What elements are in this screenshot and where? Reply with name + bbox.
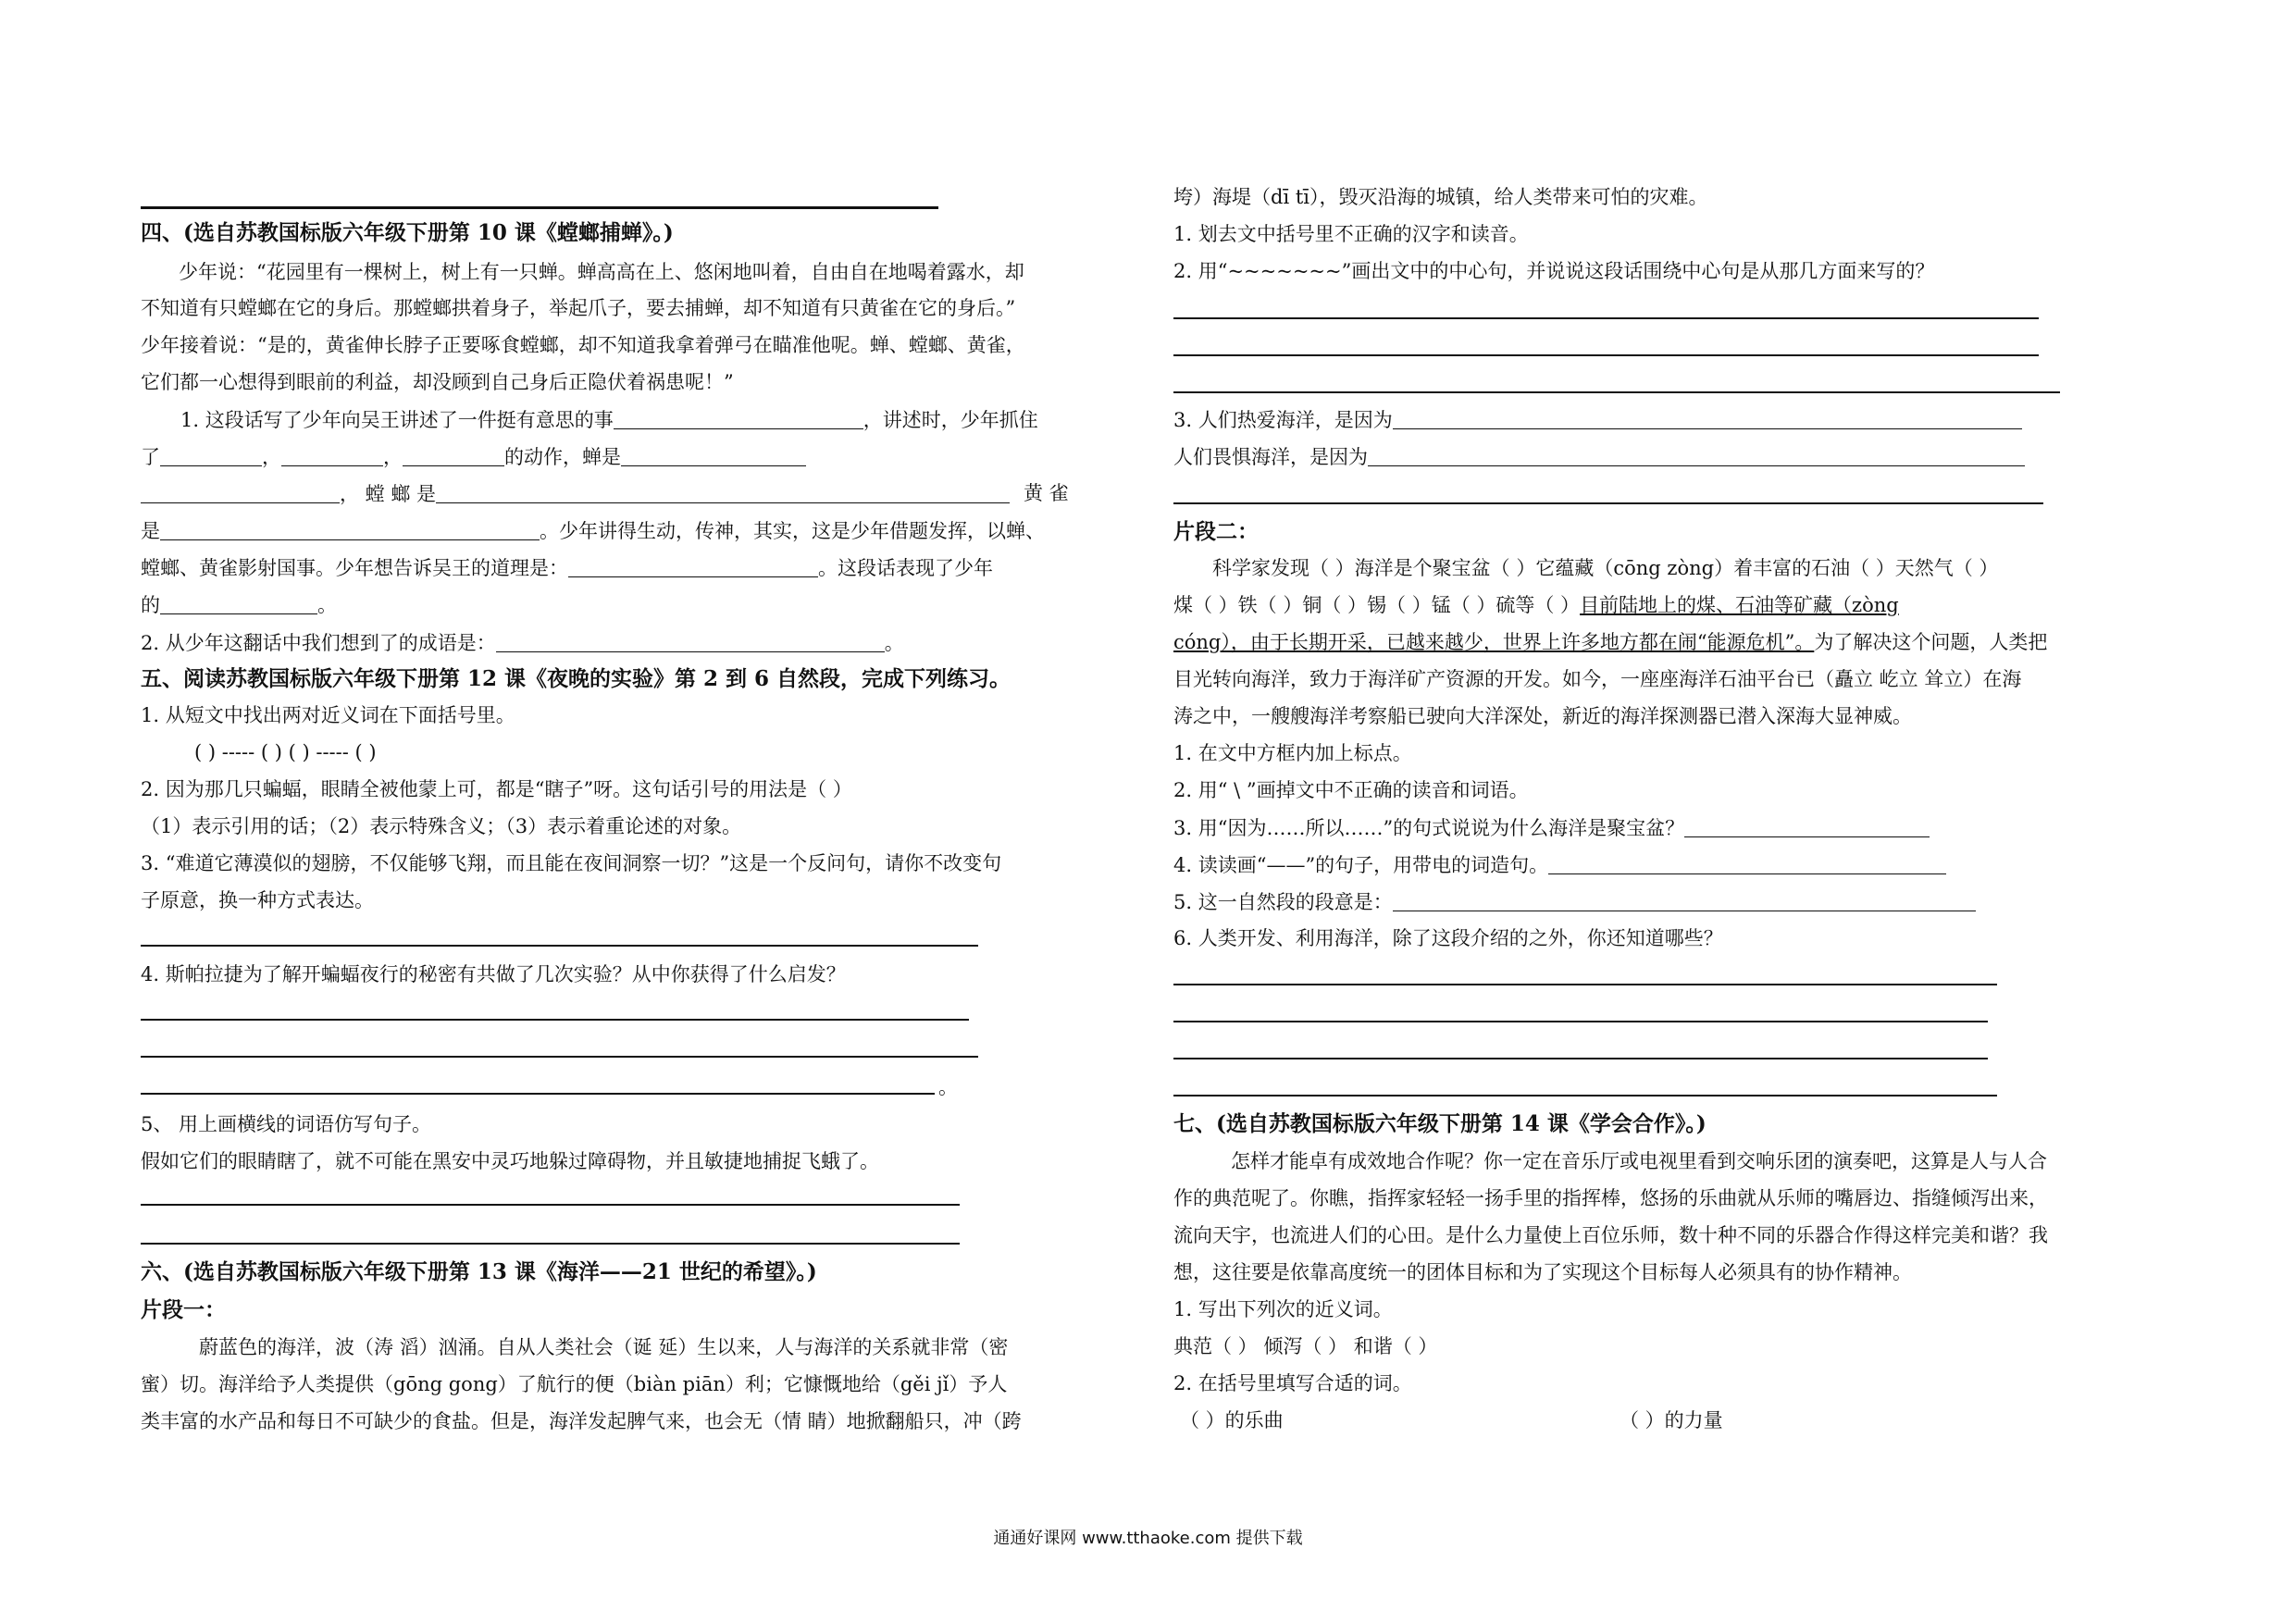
s7-paragraph-line: 怎样才能卓有成效地合作呢？你一定在音乐厅或电视里看到交响乐团的演奏吧，这算是人与人合 [1231, 1150, 2047, 1172]
s4-paragraph-line: 它们都一心想得到眼前的利益，却没顾到自己身后正隐伏着祸患呢！” [141, 371, 734, 393]
answer-line[interactable] [141, 1204, 960, 1206]
s7-paragraph-line: 想，这往要是依靠高度统一的团体目标和为了实现这个目标每人必须具有的协作精神。 [1173, 1261, 1912, 1283]
s6-f2-q4: 4. 读读画“——”的句子，用带电的词造句。 [1173, 855, 1946, 875]
answer-line[interactable] [1173, 391, 2060, 393]
section-5-title: 五、阅读苏教国标版六年级下册第 12 课《夜晚的实验》第 2 到 6 自然段，完成下列练习。 [141, 666, 1011, 691]
answer-line[interactable] [141, 1093, 935, 1095]
answer-blank[interactable] [614, 410, 863, 429]
s6-f2-q3: 3. 用“因为……所以……”的句式说说为什么海洋是聚宝盆？ [1173, 818, 1930, 838]
s6-q3-line1: 3. 人们热爱海洋，是因为 [1173, 410, 2022, 430]
s5-q4-end: 。 [938, 1076, 958, 1098]
answer-blank[interactable] [496, 633, 885, 652]
s4-paragraph-line: 不知道有只螳螂在它的身后。那螳螂拱着身子，举起爪子，要去捕蝉，却不知道有只黄雀在它的身后。” [141, 297, 1016, 319]
s5-q5: 5、 用上画横线的词语仿写句子。 [141, 1113, 432, 1135]
answer-line[interactable] [141, 1056, 978, 1058]
s5-q3-line2: 子原意，换一种方式表达。 [141, 889, 374, 911]
answer-line[interactable] [1173, 354, 2039, 356]
s6-paragraph-line: 类丰富的水产品和每日不可缺少的食盐。但是，海洋发起脾气来，也会无（情 睛）地掀翻船只，冲（跨 [141, 1410, 1022, 1432]
s6-f2-q5: 5. 这一自然段的段意是： [1173, 892, 1976, 912]
s6-q1: 1. 划去文中括号里不正确的汉字和读音。 [1173, 223, 1529, 245]
page-footer: 通通好课网 www.tthaoke.com 提供下载 [993, 1529, 1303, 1548]
s6-paragraph-line: 蜜）切。海洋给予人类提供（gōng gong）了航行的便（biàn piān）利；它慷慨地给（gěi jǐ）予人 [141, 1373, 1008, 1395]
answer-line[interactable] [1173, 1058, 1988, 1059]
s5-q3-line1: 3. “难道它薄漠似的翅膀，不仅能够飞翔，而且能在夜间洞察一切？”这是一个反问句，请你不改变句 [141, 852, 1002, 874]
s4-q1-huangque: 黄 雀 [1024, 482, 1069, 504]
answer-blank[interactable] [160, 595, 317, 614]
section-6-title: 六、(选自苏教国标版六年级下册第 13 课《海洋——21 世纪的希望》。) [141, 1259, 817, 1284]
answer-line[interactable] [1173, 1095, 1997, 1096]
s7-paragraph-line: 作的典范呢了。你瞧，指挥家轻轻一扬手里的指挥棒，悠扬的乐曲就从乐师的嘴唇边、指缝倾泻出来， [1173, 1187, 2048, 1209]
answer-blank[interactable] [1393, 892, 1976, 911]
s6-fragment-2-title: 片段二： [1173, 519, 1259, 544]
s6-paragraph-line: 涛之中，一艘艘海洋考察船已驶向大洋深处，新近的海洋探测器已潜入深海大显神威。 [1173, 705, 1912, 727]
answer-line[interactable] [1173, 502, 2043, 504]
answer-blank[interactable] [1548, 855, 1946, 874]
answer-line[interactable] [141, 945, 978, 947]
s4-paragraph-line: 少年说：“花园里有一棵树上，树上有一只蝉。蝉高高在上、悠闲地叫着，自由自在地喝着露水，却 [179, 261, 1024, 283]
s7-q1-answer-row[interactable]: 典范（ ） 倾泻（ ） 和谐（ ） [1173, 1335, 1438, 1357]
s5-q1: 1. 从短文中找出两对近义词在下面括号里。 [141, 704, 515, 726]
s5-q5-sentence: 假如它们的眼睛瞎了，就不可能在黑安中灵巧地躲过障碍物，并且敏捷地捕捉飞蛾了。 [141, 1150, 879, 1172]
s5-q2-options: （1）表示引用的话；（2）表示特殊含义；（3）表示着重论述的对象。 [141, 815, 742, 837]
answer-blank[interactable] [160, 521, 540, 540]
s4-q1-line1: 1. 这段话写了少年向吴王讲述了一件挺有意思的事 ，讲述时，少年抓住 [180, 409, 1038, 431]
answer-line[interactable] [1173, 1021, 1988, 1022]
s7-q2-blank-music[interactable]: （ ）的乐曲 [1180, 1409, 1284, 1431]
section-7-title: 七、(选自苏教国标版六年级下册第 14 课《学会合作》。) [1173, 1111, 1706, 1136]
answer-blank[interactable] [1368, 447, 2025, 466]
s7-q2-blank-power[interactable]: （ ）的力量 [1620, 1409, 1723, 1431]
answer-blank[interactable] [141, 484, 340, 503]
answer-blank[interactable] [1393, 410, 2022, 429]
s4-q2: 2. 从少年这翻话中我们想到了的成语是： 。 [141, 632, 904, 654]
s7-paragraph-line: 流向天宇，也流进人们的心田。是什么力量使上百位乐师，数十种不同的乐器合作得这样完美和谐？我 [1173, 1224, 2048, 1246]
s7-q2: 2. 在括号里填写合适的词。 [1173, 1372, 1412, 1394]
s6-q3-line2: 人们畏惧海洋，是因为 [1173, 447, 2025, 467]
s4-q1-line4: 是 。少年讲得生动，传神，其实，这是少年借题发挥，以蝉、 [141, 520, 1045, 542]
s6-f2-q1: 1. 在文中方框内加上标点。 [1173, 742, 1412, 764]
s5-q2: 2. 因为那几只蝙蝠，眼睛全被他蒙上可，都是“瞎子”呀。这句话引号的用法是（ ） [141, 778, 852, 800]
top-rule [141, 206, 938, 209]
s4-q1-line5: 螳螂、黄雀影射国事。少年想告诉吴王的道理是： 。这段话表现了少年 [141, 557, 993, 579]
s6-q2: 2. 用“~~~~~~~”画出文中的中心句，并说说这段话围绕中心句是从那几方面来写的？ [1173, 260, 1935, 282]
s6-f2-q6: 6. 人类开发、利用海洋，除了这段介绍的之外，你还知道哪些？ [1173, 927, 1723, 949]
s6-fragment-1-title: 片段一： [141, 1297, 226, 1322]
answer-blank[interactable] [403, 447, 504, 466]
answer-line[interactable] [1173, 317, 2039, 319]
s4-q1-line2: 了 ， ， 的动作，蝉是 [141, 447, 806, 467]
s7-q1: 1. 写出下列次的近义词。 [1173, 1298, 1393, 1320]
answer-blank[interactable] [621, 447, 806, 466]
s6-paragraph-line: 煤（ ）铁（ ）铜（ ）锡（ ）锰（ ）硫等（ ）目前陆地上的煤、石油等矿藏（zòng [1173, 594, 1899, 616]
s6-paragraph-line: 目光转向海洋，致力于海洋矿产资源的开发。如今，一座座海洋石油平台已（矗立 屹立 耸立）在海 [1173, 668, 2022, 690]
answer-line[interactable] [141, 1019, 969, 1021]
s6-paragraph-line: 科学家发现（ ）海洋是个聚宝盆（ ）它蕴藏（cōng zòng）着丰富的石油（ ）天然气（ ） [1212, 557, 1999, 579]
answer-blank[interactable] [568, 558, 818, 577]
s4-q1-line3: ， 螳 螂 是 [141, 484, 1010, 504]
answer-blank[interactable] [1684, 818, 1930, 837]
answer-line[interactable] [1173, 984, 1997, 985]
s6-paragraph-line: 蔚蓝色的海洋，波（涛 滔）汹涌。自从人类社会（诞 延）生以来，人与海洋的关系就非常（密 [199, 1336, 1009, 1358]
answer-line[interactable] [141, 1243, 960, 1245]
s6-paragraph-line: 垮）海堤（dī tī），毁灭沿海的城镇，给人类带来可怕的灾难。 [1173, 186, 1708, 208]
s4-q1-line6: 的 。 [141, 594, 337, 616]
s6-paragraph-line: cóng），由于长期开采，已越来越少，世界上许多地方都在闹“能源危机”。为了解决这个问题，人类把 [1173, 631, 2048, 653]
s5-q4: 4. 斯帕拉捷为了解开蝙蝠夜行的秘密有共做了几次实验？从中你获得了什么启发？ [141, 963, 846, 985]
answer-blank[interactable] [436, 484, 1010, 503]
s4-paragraph-line: 少年接着说：“是的，黄雀伸长脖子正要啄食螳螂，却不知道我拿着弹弓在瞄准他呢。蝉、螳螂、黄雀， [141, 334, 1025, 356]
answer-blank[interactable] [160, 447, 262, 466]
s6-f2-q2: 2. 用“ \ ”画掉文中不正确的读音和词语。 [1173, 779, 1529, 801]
s5-q1-answer-row[interactable]: ( ) ----- ( ) ( ) ----- ( ) [194, 741, 377, 763]
section-4-title: 四、(选自苏教国标版六年级下册第 10 课《螳螂捕蝉》。) [141, 220, 674, 245]
answer-blank[interactable] [281, 447, 383, 466]
